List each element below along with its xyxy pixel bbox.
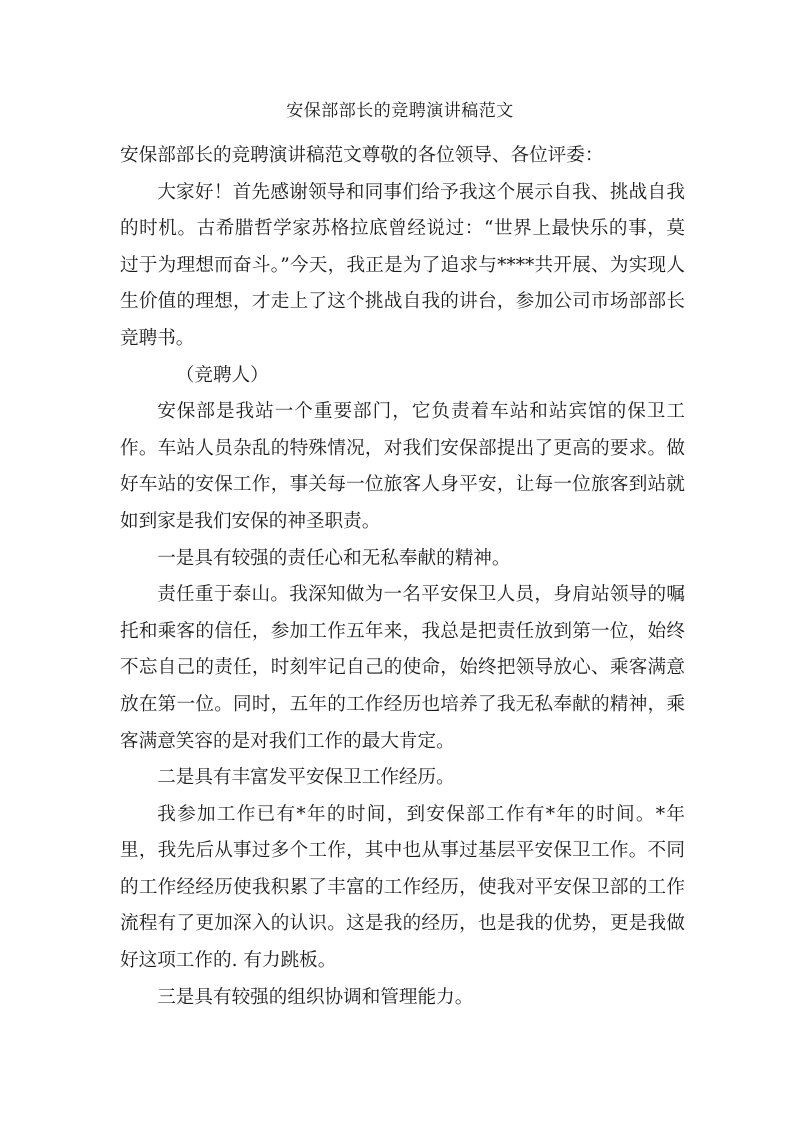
paragraph-point-two: 二是具有丰富发平安保卫工作经历。	[157, 767, 455, 789]
paragraph-department-intro: 安保部是我站一个重要部门，它负责着车站和站宾馆的保卫工作。车站人员杂乱的特殊情况，对我们安保部提出了更高的要求。做好车站的安保工作，事关每一位旅客人身平安，让每一位旅客到站就如到家是我们安保的神圣职责。	[120, 401, 685, 532]
paragraph-greeting: 大家好！首先感谢领导和同事们给予我这个展示自我、挑战自我的时机。古希腊哲学家苏格拉底曾经说过：“世界上最快乐的事，莫过于为理想而奋斗。”今天，我正是为了追求与****共开展、为实现人生价值的理想，才走上了这个挑战自我的讲台，参加公司市场部部长竞聘书。	[120, 181, 685, 349]
paragraph-point-three: 三是具有较强的组织协调和管理能力。	[157, 986, 474, 1008]
paragraph-point-one: 一是具有较强的责任心和无私奉献的精神。	[157, 547, 511, 569]
document-title: 安保部部长的竞聘演讲稿范文	[286, 101, 514, 121]
paragraph-experience: 我参加工作已有*年的时间，到安保部工作有*年的时间。*年里，我先后从事过多个工作，其中也从事过基层平安保卫工作。不同的工作经经历使我积累了丰富的工作经历，使我对平安保卫部的工作流程有了更加深入的认识。这是我的经历，也是我的优势，更是我做好这项工作的. 有力跳板。	[120, 803, 685, 972]
document-body	[120, 138, 685, 1016]
paragraph-salutation: 安保部部长的竞聘演讲稿范文尊敬的各位领导、各位评委：	[120, 145, 604, 166]
paragraph-candidate: （竞聘人）	[175, 364, 269, 386]
paragraph-responsibility: 责任重于泰山。我深知做为一名平安保卫人员，身肩站领导的嘱托和乘客的信任，参加工作五年来，我总是把责任放到第一位，始终不忘自己的责任，时刻牢记自己的使命，始终把领导放心、乘客满意放在第一位。同时，五年的工作经历也培养了我无私奉献的精神，乘客满意笑容的是对我们工作的最大肯定。	[120, 584, 685, 752]
